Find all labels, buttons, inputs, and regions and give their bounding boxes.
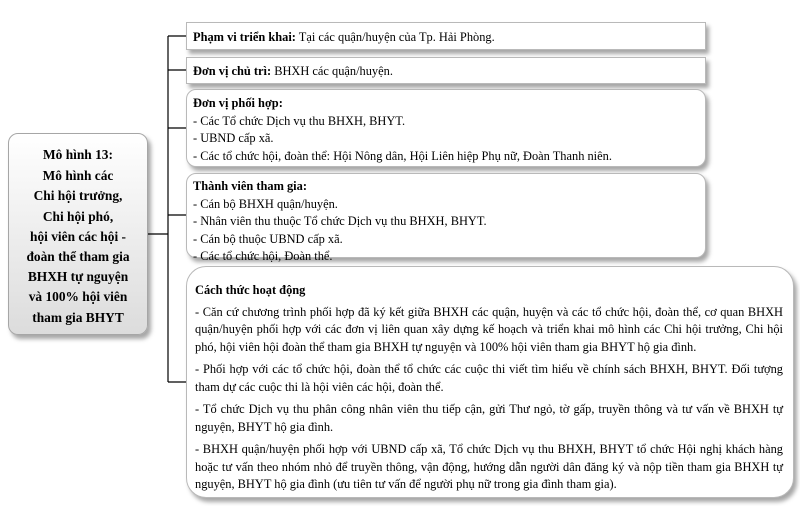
lead-title: Đơn vị chủ trì: <box>193 64 272 78</box>
members-title: Thành viên tham gia: <box>193 179 307 193</box>
coord-item: - UBND cấp xã. <box>193 131 274 145</box>
method-paragraph: - Căn cứ chương trình phối hợp đã ký kết giữa BHXH các quận, huyện và các tổ chức hội, đoàn thể, cơ quan BHXH quận/huyện phối hợp với các đơn vị liên quan xây dựng kế hoạch và triển khai mô hình các Chi hội trưởng, Chi hội phó, hội viên hội đoàn thể tham gia BHXH tự nguyện và 100% hội viên tham gia BHYT hộ gia đình. <box>195 304 783 354</box>
members-item: - Cán bộ thuộc UBND cấp xã. <box>193 231 343 246</box>
root-heading: Mô hình 13: <box>43 147 113 162</box>
method-paragraph: - Tổ chức Dịch vụ thu phân công nhân viên thu tiếp cận, gửi Thư ngỏ, tờ gấp, truyền thông và tư vấn về BHXH tự nguyện, BHYT hộ gia đình. <box>195 402 783 434</box>
root-body: Mô hình các Chi hội trưởng, Chi hội phó, hội viên các hội - đoàn thể tham gia BHXH tự nguyện và 100% hội viên tham gia BHYT <box>26 168 130 325</box>
root-node <box>8 133 148 335</box>
members-node <box>186 173 706 263</box>
coord-item: - Các Tổ chức Dịch vụ thu BHXH, BHYT. <box>193 113 406 128</box>
members-item: - Nhân viên thu thuộc Tổ chức Dịch vụ thu BHXH, BHYT. <box>193 214 487 228</box>
lead-unit-node <box>186 57 706 84</box>
operation-method-node <box>186 266 794 498</box>
scope-title: Phạm vi triển khai: <box>193 30 296 44</box>
members-item: - Các tổ chức hội, Đoàn thể. <box>193 249 333 263</box>
method-title: Cách thức hoạt động <box>195 283 306 297</box>
coord-title: Đơn vị phối hợp: <box>193 96 283 110</box>
coord-item: - Các tổ chức hội, đoàn thể: Hội Nông dân, Hội Liên hiệp Phụ nữ, Đoàn Thanh niên. <box>193 148 612 163</box>
members-item: - Cán bộ BHXH quận/huyện. <box>193 196 338 211</box>
lead-text: BHXH các quận/huyện. <box>271 64 393 78</box>
scope-text: Tại các quận/huyện của Tp. Hải Phòng. <box>295 30 495 44</box>
method-paragraph: - Phối hợp với các tổ chức hội, đoàn thể tổ chức các cuộc thi viết tìm hiểu về chính sách BHXH, BHYT. Đối tượng tham dự các cuộc thi là hội viên các hội, đoàn thể. <box>195 362 783 394</box>
coordinating-units-node <box>186 89 706 167</box>
scope-node <box>186 22 706 50</box>
method-paragraph: - BHXH quận/huyện phối hợp với UBND cấp xã, Tổ chức Dịch vụ thu BHXH, BHYT tổ chức Hội nghị khách hàng hoặc tư vấn theo nhóm nhỏ để truyền thông, vận động, hướng dẫn người dân đăng ký và nộp tiền tham gia BHXH tự nguyện, BHYT hộ gia đình (ưu tiên tư vấn để người phụ nữ trong gia đình tham gia). <box>195 442 783 491</box>
